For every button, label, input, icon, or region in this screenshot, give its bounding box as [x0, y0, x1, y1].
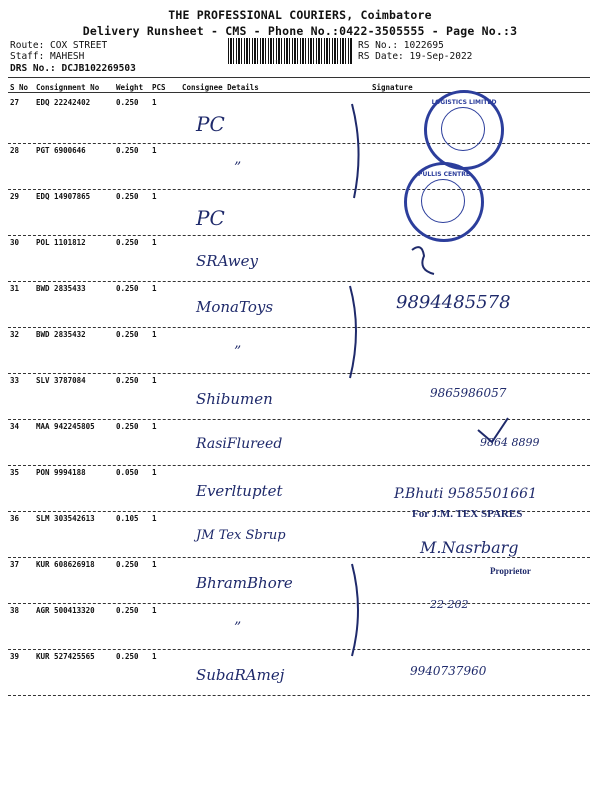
row-weight: 0.250 [116, 376, 139, 385]
col-signature: Signature [372, 83, 413, 92]
row-pcs: 1 [152, 146, 157, 155]
row-weight: 0.250 [116, 192, 139, 201]
row-consignment-no: KUR 608626918 [36, 560, 95, 569]
row-divider [8, 281, 590, 282]
row-pcs: 1 [152, 284, 157, 293]
header-subtitle: Delivery Runsheet - CMS - Phone No.:0422-3505555 - Page No.:3 [82, 24, 518, 38]
bracket-mark [352, 564, 358, 656]
row-divider [8, 143, 590, 144]
row-sno: 29 [10, 192, 20, 201]
row-consignee-handwritten: RasiFlureed [196, 436, 283, 452]
row-sno: 36 [10, 514, 20, 523]
table-top-border [8, 77, 590, 78]
row-divider [8, 235, 590, 236]
row-divider [8, 419, 590, 420]
row-signature-handwritten: 9940737960 [410, 664, 487, 678]
row-consignment-no: POL 1101812 [36, 238, 86, 247]
row-pcs: 1 [152, 192, 157, 201]
row-divider [8, 557, 590, 558]
row-weight: 0.250 [116, 606, 139, 615]
row-weight: 0.250 [116, 422, 139, 431]
row-weight: 0.050 [116, 468, 139, 477]
row-consignee-handwritten: PC [196, 206, 225, 230]
rs-no-label: RS No.: 1022695 [358, 40, 444, 51]
row-pcs: 1 [152, 606, 157, 615]
row-consignee-handwritten: JM Tex Sbrup [196, 528, 286, 543]
row-signature-handwritten: 22·202 [430, 598, 469, 611]
row-weight: 0.250 [116, 238, 139, 247]
pullis-stamp [404, 162, 484, 242]
row-signature-handwritten: P.Bhuti 9585501661 [394, 486, 537, 502]
col-weight: Weight [116, 83, 144, 92]
row-signature-handwritten: 9894485578 [396, 292, 511, 313]
row-divider [8, 603, 590, 604]
row-consignment-no: SLM 303542613 [36, 514, 95, 523]
row-consignment-no: AGR 500413320 [36, 606, 95, 615]
row-consignee-handwritten: SubaRAmej [196, 666, 285, 684]
row-weight: 0.250 [116, 284, 139, 293]
row-sno: 39 [10, 652, 20, 661]
row-weight: 0.250 [116, 146, 139, 155]
proprietor-signature: M.Nasrbarg [420, 538, 519, 557]
header-title: THE PROFESSIONAL COURIERS, Coimbatore [168, 8, 432, 22]
row-divider [8, 465, 590, 466]
row-sno: 38 [10, 606, 20, 615]
row-pcs: 1 [152, 560, 157, 569]
row-consignee-handwritten: MonaToys [196, 298, 274, 316]
drs-label: DRS No.: DCJB102269503 [10, 63, 136, 74]
row-sno: 34 [10, 422, 20, 431]
row-consignee-handwritten: ” [234, 160, 242, 176]
row-sno: 37 [10, 560, 20, 569]
row-pcs: 1 [152, 422, 157, 431]
row-consignee-handwritten: Shibumen [196, 390, 273, 408]
stamp-text: LOGISTICS LIMITED [431, 99, 497, 106]
rs-date-label: RS Date: 19-Sep-2022 [358, 51, 473, 62]
row-divider [8, 695, 590, 696]
row-sno: 30 [10, 238, 20, 247]
logistics-stamp [424, 90, 504, 170]
row-pcs: 1 [152, 376, 157, 385]
row-pcs: 1 [152, 238, 157, 247]
company-stamp: For J.M. TEX SPARES [412, 508, 523, 520]
row-divider [8, 649, 590, 650]
proprietor-stamp: Proprietor [490, 566, 531, 576]
bracket-mark [350, 286, 356, 378]
row-pcs: 1 [152, 652, 157, 661]
row-sno: 33 [10, 376, 20, 385]
row-pcs: 1 [152, 468, 157, 477]
row-consignment-no: KUR 527425565 [36, 652, 95, 661]
row-pcs: 1 [152, 98, 157, 107]
row-consignment-no: BWD 2835432 [36, 330, 86, 339]
row-divider [8, 189, 590, 190]
col-sno: S No [10, 83, 29, 92]
row-sno: 27 [10, 98, 20, 107]
row-signature-handwritten: 9864 8899 [480, 436, 540, 449]
row-consignee-handwritten: ” [234, 344, 242, 360]
row-sno: 35 [10, 468, 20, 477]
row-weight: 0.250 [116, 98, 139, 107]
row-consignment-no: PON 9994188 [36, 468, 86, 477]
row-divider [8, 327, 590, 328]
row-consignment-no: MAA 942245805 [36, 422, 95, 431]
row-weight: 0.250 [116, 330, 139, 339]
tick-mark [412, 247, 434, 274]
row-divider [8, 373, 590, 374]
route-label: Route: COX STREET [10, 40, 108, 51]
row-consignee-handwritten: ” [234, 620, 242, 636]
barcode [228, 38, 352, 64]
table-header-border [8, 92, 590, 93]
row-weight: 0.250 [116, 652, 139, 661]
row-consignee-handwritten: PC [196, 112, 225, 136]
col-pcs: PCS [152, 83, 166, 92]
row-weight: 0.105 [116, 514, 139, 523]
col-consignee: Consignee Details [182, 83, 259, 92]
row-consignment-no: PGT 6900646 [36, 146, 86, 155]
row-sno: 32 [10, 330, 20, 339]
staff-label: Staff: MAHESH [10, 51, 85, 62]
row-consignment-no: EDQ 14907865 [36, 192, 91, 201]
row-signature-handwritten: 9865986057 [430, 386, 507, 400]
bracket-mark [352, 104, 359, 198]
row-pcs: 1 [152, 330, 157, 339]
stamp-text: PULLIS CENTRE [418, 171, 470, 178]
row-weight: 0.250 [116, 560, 139, 569]
row-sno: 28 [10, 146, 20, 155]
row-consignment-no: EDQ 22242402 [36, 98, 91, 107]
row-consignment-no: SLV 3787084 [36, 376, 86, 385]
row-sno: 31 [10, 284, 20, 293]
row-consignee-handwritten: SRAwey [196, 252, 258, 270]
row-consignment-no: BWD 2835433 [36, 284, 86, 293]
row-consignee-handwritten: Everltuptet [196, 482, 283, 500]
col-consignment: Consignment No [36, 83, 100, 92]
row-pcs: 1 [152, 514, 157, 523]
row-consignee-handwritten: BhramBhore [196, 574, 293, 592]
